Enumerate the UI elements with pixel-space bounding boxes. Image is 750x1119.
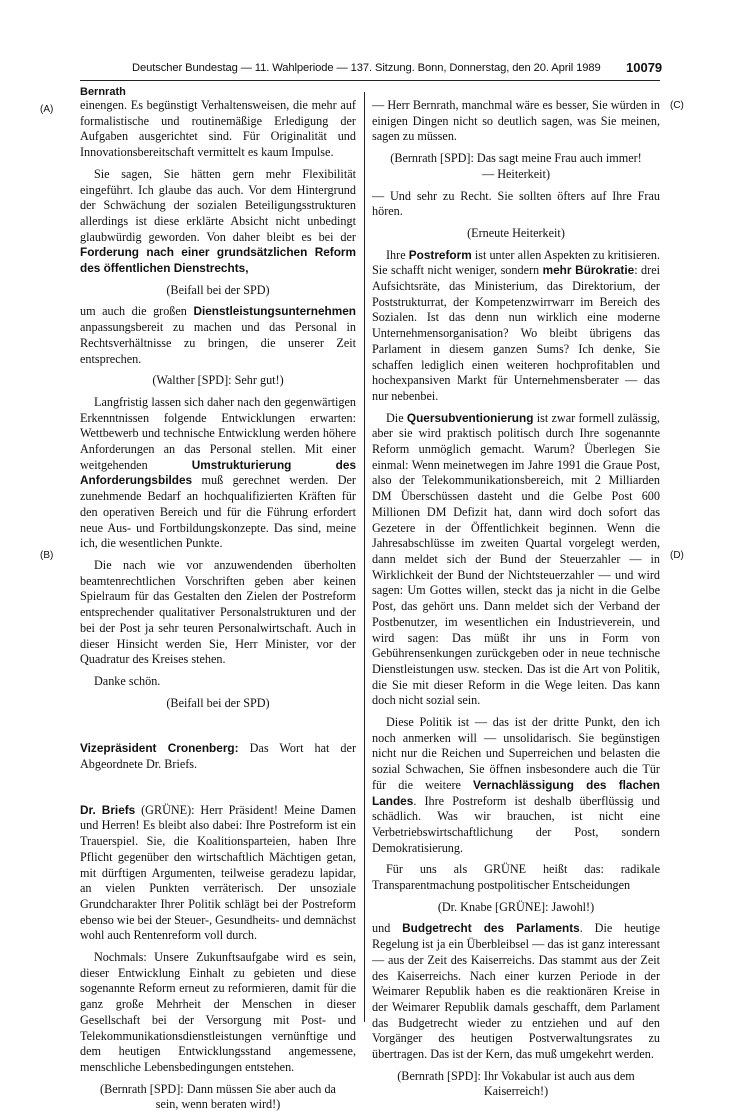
speaker-name: Dr. Briefs [80,802,136,817]
running-header: Deutscher Bundestag — 11. Wahlperiode — 137. Sitzung. Bonn, Donnerstag, den 20. April 1989 [132,62,601,74]
interjection: (Bernrath [SPD]: Das sagt meine Frau auch immer! — Heiterkeit) [390,151,642,181]
paragraph: Danke schön. [94,673,161,688]
interjection: (Beifall bei der SPD) [166,695,270,710]
paragraph: um auch die großen Dienstleistungsunternehmen anpassungsbereit zu machen und das Personal in Rechtsverhältnisse zu bringen, die unserer Zeit entsprechen. [80,304,356,366]
margin-marker-c: (C) [670,100,684,111]
header-rule [80,80,660,81]
paragraph: Die nach wie vor anzuwendenden überholten beamtenrechtlichen Vorschriften geben aber keinen Spielraum für das Gestalten den Zielen der Postreform entsprechender qualitativer Personalstrukturen und der bei der Post ja sehr teuren Personalwirtschaft. Auch in dieser Hinsicht werden Sie, Herr Minister, vor der Quadratur des Kreises stehen. [80,557,356,667]
margin-marker-d: (D) [670,550,684,561]
paragraph: Die Quersubventionierung ist zwar formell zulässig, aber sie wird praktisch politisch durch Ihre sogenannte Reform unmöglich gemacht. Warum? Überlegen Sie einmal: Wenn meinetwegen im Jahre 1991 die Graue Post, also der Telekommunikationsbereich, mit 2 Milliarden DM Überschüssen dasteht und die Gelbe Post 600 Millionen DM Defizit hat, dann wird doch sofort das Gezetere in der Öffentlichkeit beginnen. Wenn die Jahresabschlüsse im zweiten Quartal vorgelegt werden, dann meldet sich der Bund der Steuerzahler — in Wirklichkeit der Bund der Nichtsteuerzahler — und wird sagen: Um Gottes willen, steckt das ja nicht in die Gelbe Post, das gehört uns. Dann meldet sich der Verband der Postbenutzer, im wesentlichen ein Industrieverein, und wird sagen: Das müßt ihr uns in Form von Gebührensenkungen zurückgeben oder in neue technische Dienstleistungen usw. stecken. Das ist die Art von Politik, die Sie mit dieser Reform in die Wege leiten. Das kann doch nicht sozial sein. [372,410,660,708]
left-column [80,98,356,1119]
bold-keyword: Vernachlässigung des flachen Landes [372,777,660,808]
paragraph: Langfristig lassen sich daher nach den gegenwärtigen Erkenntnissen folgende Entwicklungen erwarten: Wettbewerb und technische Entwicklung werden höhere Anforderungen an das Personal stellen. Mit einer weitgehenden Umstrukturierung des Anforderungsbildes muß gerechnet werden. Der zunehmende Bedarf an hochqualifizierten Kräften für den operativen Bereich und für die Führung erfordert neue Aus- und Fortbildungskonzepte. Das sind, meine ich, die wesentlichen Punkte. [80,394,356,551]
paragraph: — Und sehr zu Recht. Sie sollten öfters auf Ihre Frau hören. [372,188,660,219]
paragraph: und Budgetrecht des Parlaments. Die heutige Regelung ist ja ein Überbleibsel — das ist ganz interessant — aus der Zeit des Kaiserreichs. Das stammt aus der Zeit des Kaiserreichs. Nach einer kurzen Periode in der Weimarer Republik haben es die reaktionären Kreise in der Weimarer Republik damals geschafft, dem Parlament das Budgetrecht wieder zu entziehen und auf den Vorgänger des heutigen Postverwaltungsrates zu übertragen. Das ist der Kern, das muß umgekehrt werden. [372,921,660,1062]
bold-keyword: Postreform [408,247,472,262]
interjection: (Bernrath [SPD]: Ihr Vokabular ist auch aus dem Kaiserreich!) [397,1068,635,1099]
column-divider [364,92,365,1022]
interjection: (Beifall bei der SPD) [166,282,270,297]
interjection: (Erneute Heiterkeit) [467,225,565,240]
interjection: (Dr. Knabe [GRÜNE]: Jawohl!) [437,899,595,914]
paragraph: einengen. Es begünstigt Verhaltensweisen, die mehr auf formalistische und routinemäßige Erledigung der Aufgaben ausgerichtet sind. Für Originalität und Innovationsbereitschaft vermittelt es kaum Impulse. [80,98,356,160]
bold-keyword: mehr Bürokratie [542,263,635,278]
interjection: (Bernrath [SPD]: Dann müssen Sie aber auch da sein, wenn beraten wird!) [100,1081,336,1112]
bold-keyword: Forderung nach einer grundsätzlichen Reform des öffentlichen Dienstrechts, [80,245,356,276]
page-number: 10079 [626,60,663,75]
margin-marker-a: (A) [40,104,54,115]
bold-keyword: Quersubventionierung [406,410,534,425]
paragraph: Nochmals: Unsere Zukunftsaufgabe wird es sein, dieser Entwicklung Einhalt zu gebieten und diese sogenannte Reform erneut zu reformieren, damit für die ganz große Mehrheit der Menschen in dieser Gesellschaft bei der Versorgung mit Post- und Telekommunikationsdienstleistungen vernünftige und dem heutigen Entwicklungsstand angemessene, menschliche Lebensbedingungen entstehen. [80,950,356,1074]
interjection: (Walther [SPD]: Sehr gut!) [152,373,284,388]
paragraph: Diese Politik ist — das ist der dritte Punkt, den ich noch anmerken will — unsolidarisch. Sie begünstigen nicht nur die Reichen und Superreichen und belasten die sozial Schwachen, Sie öffnen insbesondere auch die Tür für die weitere Vernachlässigung des flachen Landes. Ihre Postreform ist deshalb überflüssig und schädlich. Was wir brauchen, ist nicht eine Verbetriebswirtschaftlichung der Post, sondern Demokratisierung. [372,715,660,855]
margin-marker-b: (B) [40,550,54,561]
bold-keyword: Umstrukturierung des Anforderungsbildes [80,457,356,488]
paragraph: Ihre Postreform ist unter allen Aspekten zu kritisieren. Sie schafft nicht weniger, sondern mehr Bürokratie: drei Aufsichtsräte, das Ministerium, das Direktorium, der Poststrukturrat, der Kompetenzwirrwarr im Bereich des Sozialen. Ist das denn nun wirklich eine moderne Unternehmensorganisation? Wo bleibt übrigens das Parlament in diesem ganzen Sums? Ich denke, Sie schaffen lediglich einen weiteren hochprofitablen und hochexpansiven Markt für Unternehmensberater — das nur nebenbei. [372,247,660,403]
speaker-name: Vizepräsident Cronenberg: [80,741,239,756]
bold-keyword: Budgetrecht des Parlaments [402,921,580,936]
paragraph: Sie sagen, Sie hätten gern mehr Flexibilität eingeführt. Ich glaube das auch. Vor dem Hintergrund der Schwächung der sozialen Beteiligungsstrukturen allerdings ist diese erklärte Absicht nicht unbedingt glaubwürdig geworden. Von daher bleibt es bei der Forderung nach einer grundsätzlichen Reform des öffentlichen Dienstrechts, [80,166,356,276]
bold-keyword: Dienstleistungsunternehmen [193,304,356,319]
right-column [372,98,660,1106]
paragraph: Dr. Briefs (GRÜNE): Herr Präsident! Meine Damen und Herren! Es bleibt also dabei: Ihre Postreform ist ein Trauerspiel. Sie, die Koalitionsparteien, haben Ihre Pflicht gegenüber den wirtschaftlich Mächtigen getan, mit dürftigen Argumenten, teilweise geradezu lapidar, an vielen Punkten verräterisch. Der unsoziale Grundcharakter Ihrer Politik schlägt bei der Postreform ebenso wie bei der Steuer-, Gesundheits- und demnächst wohl auch Rentenreform voll durch. [80,802,356,943]
paragraph: Für uns als GRÜNE heißt das: radikale Transparentmachung postpolitischer Entscheidungen [372,862,660,893]
paragraph: — Herr Bernrath, manchmal wäre es besser, Sie würden in einigen Dingen nicht so deutlich sagen, was Sie meinen, sagen zu müssen. [372,98,660,144]
paragraph: Vizepräsident Cronenberg: Das Wort hat der Abgeordnete Dr. Briefs. [80,741,356,772]
speaker-heading: Bernrath [80,86,126,98]
